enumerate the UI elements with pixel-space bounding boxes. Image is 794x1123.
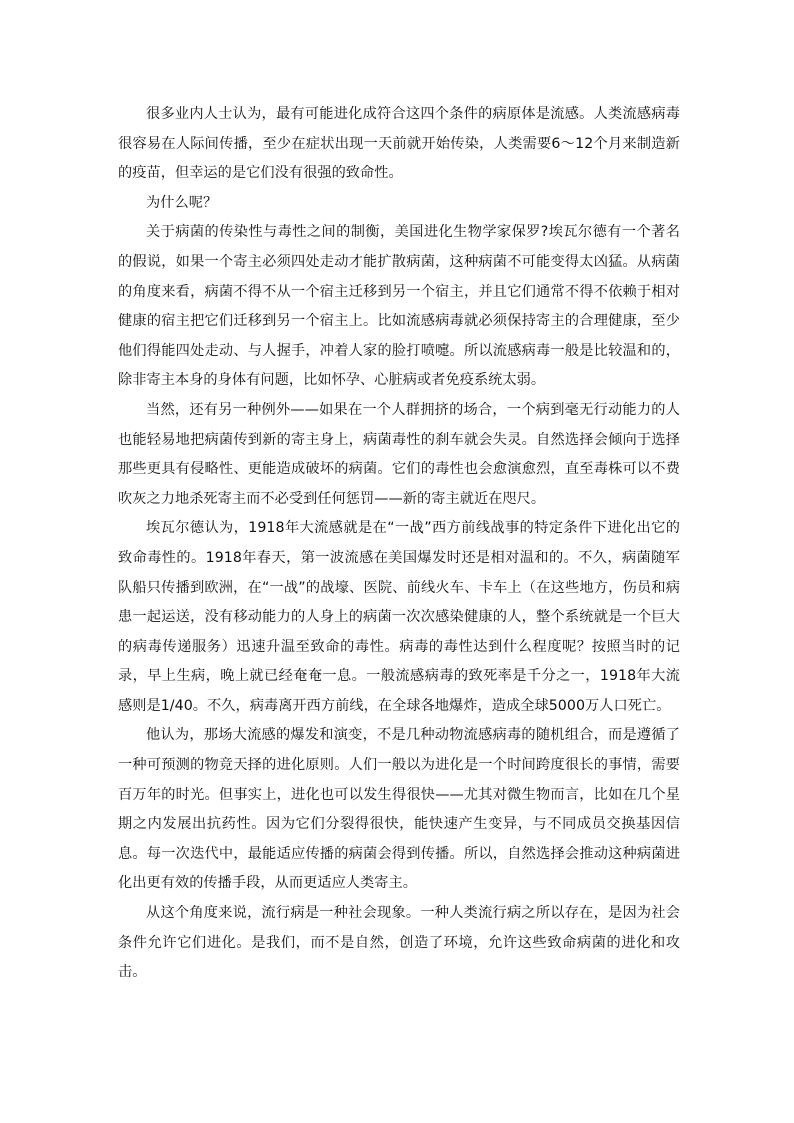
paragraph-6: 他认为，那场大流感的爆发和演变，不是几种动物流感病毒的随机组合，而是遵循了一种可预测的物竞天择的进化原则。人们一般以为进化是一个时间跨度很长的事情，需要百万年的时光。但事实上，进化也可以发生得很快——尤其对微生物而言，比如在几个星期之内发展出抗药性。因为它们分裂得很快，能快速产生变异，与不同成员交换基因信息。每一次迭代中，最能适应传播的病菌会得到传播。所以，自然选择会推动这种病菌进化出更有效的传播手段，从而更适应人类寄主。 <box>118 727 680 892</box>
paragraph-1: 很多业内人士认为，最有可能进化成符合这四个条件的病原体是流感。人类流感病毒很容易在人际间传播，至少在症状出现一天前就开始传染，人类需要6～12个月来制造新的疫苗，但幸运的是它们没有很强的致命性。 <box>118 106 680 182</box>
paragraph-2: 为什么呢？ <box>146 194 218 211</box>
paragraph-5: 埃瓦尔德认为，1918年大流感就是在“一战”西方前线战事的特定条件下进化出它的致命毒性的。1918年春天，第一波流感在美国爆发时还是相对温和的。不久，病菌随军队船只传播到欧洲，在“一战”的战壕、医院、前线火车、卡车上（在这些地方，伤员和病患一起运送，没有移动能力的人身上的病菌一次次感染健康的人，整个系统就是一个巨大的病毒传递服务）迅速升温至致命的毒性。病毒的毒性达到什么程度呢？按照当时的记录，早上生病，晚上就已经奄奄一息。一般流感病毒的致死率是千分之一，1918年大流感则是1/40。不久，病毒离开西方前线，在全球各地爆炸，造成全球5000万人口死亡。 <box>118 520 680 714</box>
paragraph-7: 从这个角度来说，流行病是一种社会现象。一种人类流行病之所以存在，是因为社会条件允许它们进化。是我们，而不是自然，创造了环境，允许这些致命病菌的进化和攻击。 <box>118 905 680 981</box>
document-page <box>118 100 680 988</box>
paragraph-3: 关于病菌的传染性与毒性之间的制衡，美国进化生物学家保罗?埃瓦尔德有一个著名的假说，如果一个寄主必须四处走动才能扩散病菌，这种病菌不可能变得太凶猛。从病菌的角度来看，病菌不得不从一个宿主迁移到另一个宿主，并且它们通常不得不依赖于相对健康的宿主把它们迁移到另一个宿主上。比如流感病毒就必须保持寄主的合理健康，至少他们得能四处走动、与人握手，冲着人家的脸打喷嚏。所以流感病毒一般是比较温和的，除非寄主本身的身体有问题，比如怀孕、心脏病或者免疫系统太弱。 <box>118 224 680 389</box>
paragraph-4: 当然，还有另一种例外——如果在一个人群拥挤的场合，一个病到毫无行动能力的人也能轻易地把病菌传到新的寄主身上，病菌毒性的刹车就会失灵。自然选择会倾向于选择那些更具有侵略性、更能造成破坏的病菌。它们的毒性也会愈演愈烈，直至毒株可以不费吹灰之力地杀死寄主而不必受到任何惩罚——新的寄主就近在咫尺。 <box>118 401 680 507</box>
